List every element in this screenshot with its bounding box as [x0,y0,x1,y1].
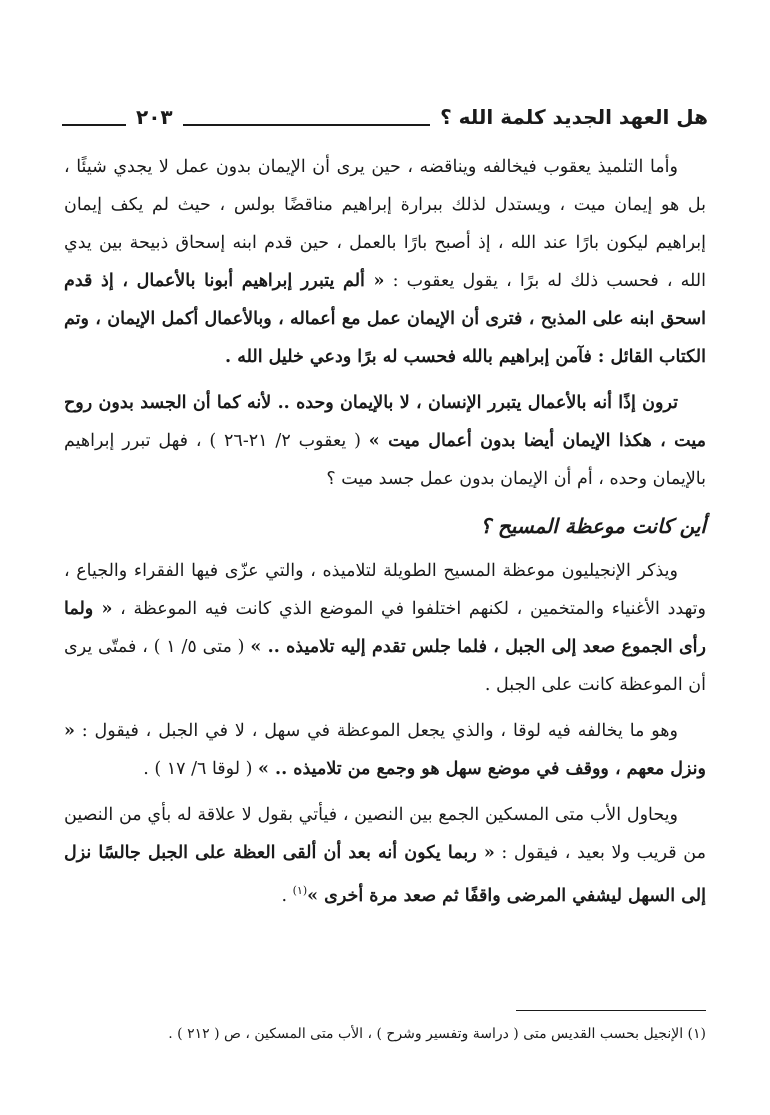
header-rule [183,124,430,126]
paragraph-4 [64,712,706,788]
paragraph-5 [64,796,706,915]
running-header-title: هل العهد الجديد كلمة الله ؟ [440,105,708,129]
running-header [62,100,708,134]
paragraph-3-reference: ( متى ٥/ ١ ) ، فمتّى يرى أن الموعظة كانت على الجبل . [64,637,706,695]
paragraph-3 [64,552,706,704]
paragraph-4-reference: ( لوقا ٦/ ١٧ ) . [143,759,258,779]
section-heading: أين كانت موعظة المسيح ؟ [480,514,706,538]
footnote-marker: (١) [292,884,308,897]
paragraph-4-text: وهو ما يخالفه فيه لوقا ، والذي يجعل الموعظة في سهل ، لا في الجبل ، فيقول : [74,721,678,741]
paragraph-5-text: ويحاول الأب متى المسكين الجمع بين النصين ، فيأتي بقول لا علاقة له بأي من النصين من قريب ولا بعيد ، فيقول : [64,805,706,863]
footnote-rule [516,1010,706,1011]
paragraph-5-end: . [281,885,293,906]
header-rule-end [62,124,126,126]
footnote: (١) الإنجيل بحسب القديس متى ( دراسة وتفسير وشرح ) ، الأب متى المسكين ، ص ( ٢١٢ ) . [168,1026,706,1042]
paragraph-2 [64,384,706,498]
paragraph-4-quote: « ونزل معهم ، ووقف في موضع سهل هو وجمع من تلاميذه .. » [64,721,706,779]
paragraph-1 [64,148,706,376]
paragraph-2-quote: ترون إذًا أنه بالأعمال يتبرر الإنسان ، لا بالإيمان وحده .. لأنه كما أن الجسد بدون روح ميت ، هكذا الإيمان أيضا بدون أعمال ميت » [64,393,707,451]
paragraph-3-quote: « ولما رأى الجموع صعد إلى الجبل ، فلما جلس تقدم إليه تلاميذه .. » [64,599,706,657]
paragraph-3-text: ويذكر الإنجيليون موعظة المسيح الطويلة لتلاميذه ، والتي عزّى فيها الفقراء والجياع ، وتهدد الأغنياء والمتخمين ، لكنهم اختلفوا في الموضع الذي كانت فيه الموعظة ، [64,561,706,619]
body-text [64,148,706,915]
paragraph-5-quote: « ربما يكون أنه بعد أن ألقى العظة على الجبل جالسًا نزل إلى السهل ليشفي المرضى واقفًا ثم صعد مرة أخرى » [64,843,706,906]
paragraph-2-text: ( يعقوب ٢/ ٢١-٢٦ ) ، فهل تبرر إبراهيم بالإيمان وحده ، أم أن الإيمان بدون عمل جسد ميت ؟ [64,431,706,489]
paragraph-1-quote: « ألم يتبرر إبراهيم أبونا بالأعمال ، إذ قدم اسحق ابنه على المذبح ، فترى أن الإيمان عمل مع أعماله ، وبالأعمال أكمل الإيمان ، وتم الكتاب القائل : فآمن إبراهيم بالله فحسب له برًا ودعي خليل الله . [64,271,706,367]
page-number: ٢٠٣ [136,105,173,129]
paragraph-1-text: وأما التلميذ يعقوب فيخالفه ويناقضه ، حين يرى أن الإيمان بدون عمل لا يجدي شيئًا ، بل هو إيمان ميت ، ويستدل لذلك ببرارة إبراهيم مناقضًا بولس ، حيث لم يكف إيمان إبراهيم ليكون بارًا عند الله ، إذ أصبح بارًا بالعمل ، حين قدم ابنه إسحاق ذبيحة بين يدي الله ، فحسب ذلك له برًا ، يقول يعقوب : [64,157,706,291]
